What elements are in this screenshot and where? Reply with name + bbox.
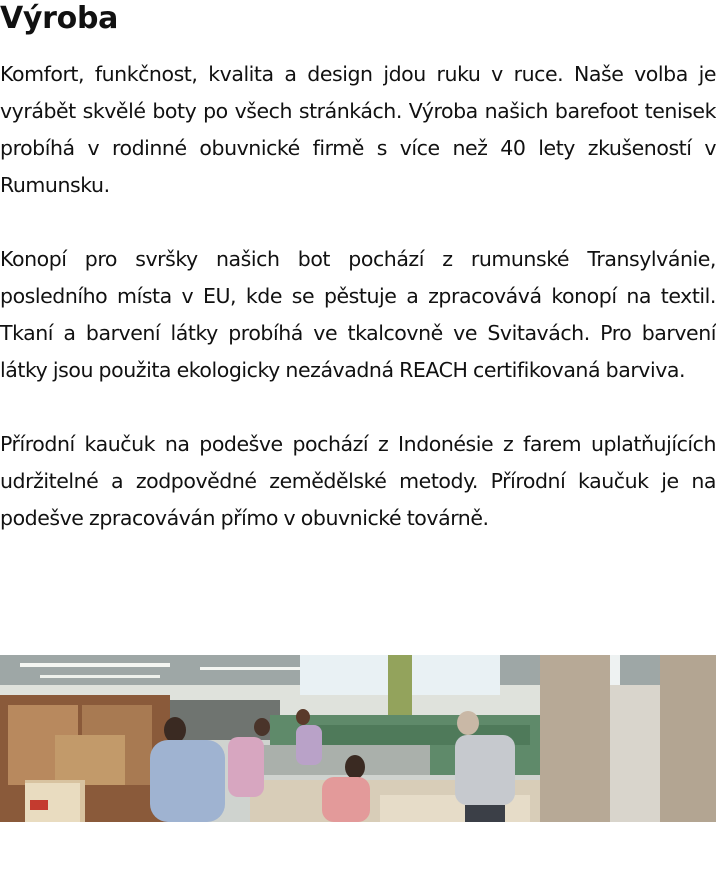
paragraph-rubber: Přírodní kaučuk na podešve pochází z Indonésie z farem uplatňujících udržitelné a zodpovědné zemědělské metody. Přírodní kaučuk je na podešve zpracováván přímo v obuvnické továrně. — [0, 432, 716, 530]
article-body — [0, 56, 716, 537]
paragraph-hemp: Konopí pro svršky našich bot pochází z rumunské Transylvánie, posledního místa v EU, kde se pěstuje a zpracovává konopí na textil. Tkaní a barvení látky probíhá ve tkalcovně ve Svitavách. Pro barvení látky jsou použita ekologicky nezávadná REACH certifikovaná barviva. — [0, 247, 716, 382]
factory-photo — [0, 655, 716, 822]
paragraph-production: Komfort, funkčnost, kvalita a design jdou ruku v ruce. Naše volba je vyrábět skvělé boty po všech stránkách. Výroba našich barefoot tenisek probíhá v rodinné obuvnické firmě s více než 40 lety zkušeností v Rumunsku. — [0, 62, 716, 197]
page-title: Výroba — [0, 1, 119, 36]
